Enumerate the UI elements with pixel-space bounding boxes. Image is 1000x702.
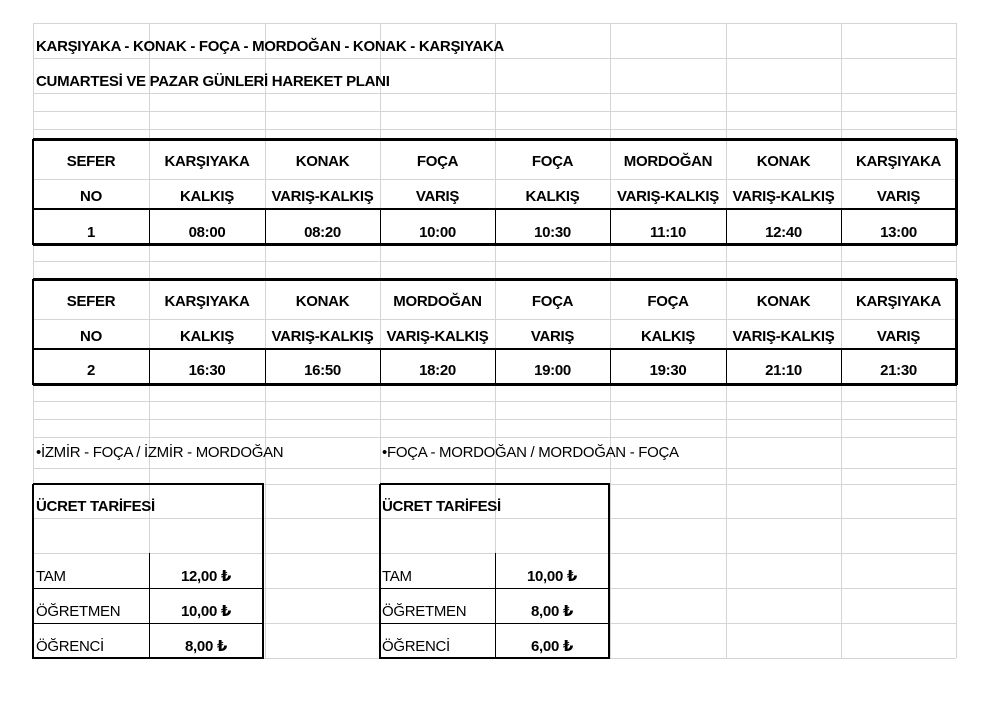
fare-category-label: ÖĞRENCİ <box>36 638 104 655</box>
column-header-place: KARŞIYAKA <box>164 153 250 170</box>
departure-time: 16:50 <box>304 362 341 379</box>
column-header-type: KALKIŞ <box>640 328 696 345</box>
departure-time: 16:30 <box>188 362 226 379</box>
column-header-place: KONAK <box>756 293 811 310</box>
sheet-title-plan: CUMARTESİ VE PAZAR GÜNLERİ HAREKET PLANI <box>36 73 390 90</box>
column-header-type: VARIŞ <box>876 328 921 345</box>
gridline-horizontal <box>33 401 956 402</box>
departure-time: 10:30 <box>534 224 571 241</box>
departure-time: 19:30 <box>649 362 687 379</box>
column-header-type: KALKIŞ <box>179 188 235 205</box>
fare-category-label: ÖĞRETMEN <box>36 603 121 620</box>
column-header-place: KONAK <box>756 153 811 170</box>
fare-price: 8,00 ₺ <box>185 638 227 655</box>
column-header-place: SEFER <box>66 293 116 310</box>
border-line <box>33 138 957 141</box>
column-header-place: KARŞIYAKA <box>164 293 250 310</box>
fare-price: 8,00 ₺ <box>531 603 573 620</box>
departure-time: 08:00 <box>188 224 226 241</box>
departure-time: 21:30 <box>880 362 917 379</box>
column-header-type: VARIŞ-KALKIŞ <box>617 188 719 205</box>
column-header-type: NO <box>80 328 102 345</box>
departure-time: 08:20 <box>304 224 341 241</box>
column-header-type: VARIŞ-KALKIŞ <box>271 188 374 205</box>
gridline-horizontal <box>33 319 956 320</box>
gridline-horizontal <box>33 518 956 519</box>
border-line <box>33 483 264 485</box>
departure-time: 10:00 <box>419 224 456 241</box>
column-header-place: FOÇA <box>647 293 689 310</box>
departure-time: 11:10 <box>649 224 687 241</box>
departure-time: 13:00 <box>880 224 917 241</box>
column-header-type: VARIŞ <box>530 328 575 345</box>
column-header-place: FOÇA <box>531 153 574 170</box>
column-header-place: KARŞIYAKA <box>855 293 942 310</box>
border-line <box>33 278 957 281</box>
gridline-horizontal <box>33 23 956 24</box>
column-header-type: KALKIŞ <box>525 188 580 205</box>
fare-table-title: ÜCRET TARİFESİ <box>36 498 155 515</box>
fare-category-label: ÖĞRENCİ <box>382 638 450 655</box>
fare-category-label: ÖĞRETMEN <box>382 603 467 620</box>
fare-route-izmir: •İZMİR - FOÇA / İZMİR - MORDOĞAN <box>36 444 284 461</box>
column-header-type: VARIŞ-KALKIŞ <box>386 328 489 345</box>
gridline-horizontal <box>33 58 956 59</box>
fare-price: 12,00 ₺ <box>180 568 232 585</box>
column-header-type: VARIŞ-KALKIŞ <box>732 188 835 205</box>
gridline-horizontal <box>33 129 956 130</box>
border-line <box>32 484 34 659</box>
fare-price: 10,00 ₺ <box>526 568 578 585</box>
sheet-title-route: KARŞIYAKA - KONAK - FOÇA - MORDOĞAN - KONAK - KARŞIYAKA <box>36 38 504 55</box>
gridline-horizontal <box>33 111 956 112</box>
column-header-type: VARIŞ-KALKIŞ <box>271 328 374 345</box>
fare-category-label: TAM <box>382 568 412 585</box>
fare-price: 6,00 ₺ <box>531 638 573 655</box>
border-line <box>380 483 610 485</box>
departure-time: 21:10 <box>765 362 802 379</box>
fare-category-label: TAM <box>36 568 66 585</box>
column-header-type: NO <box>80 188 102 205</box>
column-header-type: VARIŞ <box>415 188 460 205</box>
departure-time: 19:00 <box>534 362 571 379</box>
column-header-place: MORDOĞAN <box>393 293 482 310</box>
column-header-place: KARŞIYAKA <box>855 153 942 170</box>
border-line <box>379 484 381 659</box>
column-header-place: MORDOĞAN <box>623 153 713 170</box>
column-header-place: FOÇA <box>531 293 574 310</box>
gridline-horizontal <box>33 468 956 469</box>
column-header-place: KONAK <box>295 293 350 310</box>
gridline-horizontal <box>33 419 956 420</box>
column-header-type: VARIŞ-KALKIŞ <box>732 328 835 345</box>
column-header-type: VARIŞ <box>876 188 921 205</box>
column-header-place: SEFER <box>66 153 116 170</box>
fare-table-title: ÜCRET TARİFESİ <box>382 498 501 515</box>
gridline-horizontal <box>33 437 956 438</box>
column-header-place: FOÇA <box>416 153 459 170</box>
departure-time: 18:20 <box>419 362 456 379</box>
fare-price: 10,00 ₺ <box>180 603 232 620</box>
column-header-type: KALKIŞ <box>179 328 235 345</box>
gridline-horizontal <box>33 179 956 180</box>
fare-route-foca: •FOÇA - MORDOĞAN / MORDOĞAN - FOÇA <box>382 444 679 461</box>
departure-time: 12:40 <box>765 224 802 241</box>
trip-number: 1 <box>86 224 96 241</box>
gridline-horizontal <box>33 93 956 94</box>
trip-number: 2 <box>86 362 96 379</box>
gridline-horizontal <box>33 261 956 262</box>
column-header-place: KONAK <box>295 153 350 170</box>
